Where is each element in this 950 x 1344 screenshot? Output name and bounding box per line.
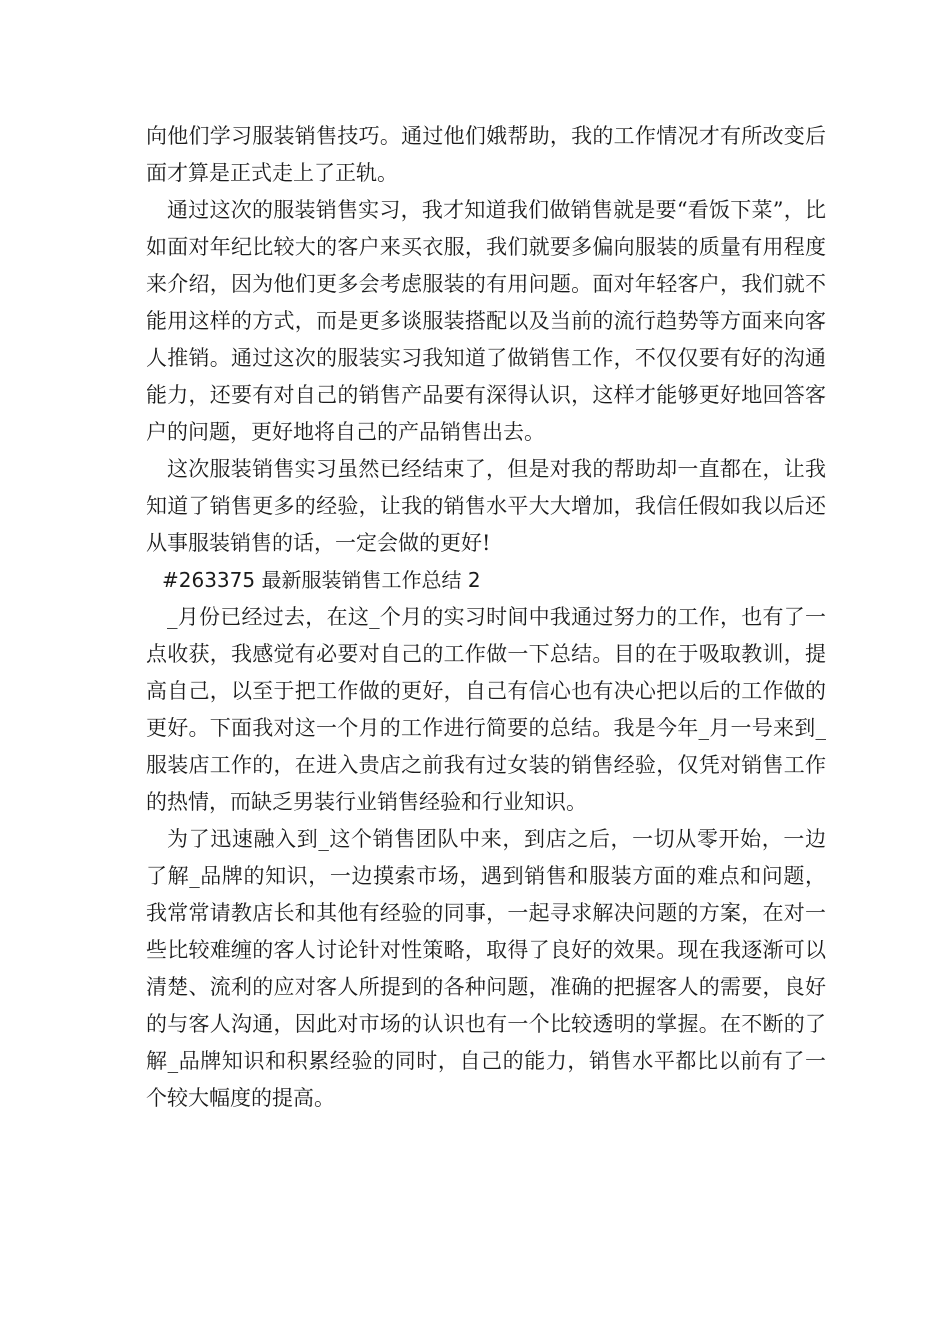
paragraph-3: 这次服装销售实习虽然已经结束了，但是对我的帮助却一直都在，让我知道了销售更多的经验，让我的销售水平大大增加，我信任假如我以后还从事服装销售的话，一定会做的更好! bbox=[146, 457, 826, 555]
paragraph-5: 为了迅速融入到_这个销售团队中来，到店之后，一切从零开始，一边了解_品牌的知识，一边摸索市场，遇到销售和服装方面的难点和问题，我常常请教店长和其他有经验的同事，一起寻求解决问题的方案，在对一些比较难缠的客人讨论针对性策略，取得了良好的效果。现在我逐渐可以清楚、流利的应对客人所提到的各种问题，准确的把握客人的需要，良好的与客人沟通，因此对市场的认识也有一个比较透明的掌握。在不断的了解_品牌知识和积累经验的同时，自己的能力，销售水平都比以前有了一个较大幅度的提高。 bbox=[146, 827, 826, 1110]
document-body bbox=[146, 118, 826, 1117]
paragraph-2: 通过这次的服装销售实习，我才知道我们做销售就是要“看饭下菜”，比如面对年纪比较大的客户来买衣服，我们就要多偏向服装的质量有用程度来介绍，因为他们更多会考虑服装的有用问题。面对年轻客户，我们就不能用这样的方式，而是更多谈服装搭配以及当前的流行趋势等方面来向客人推销。通过这次的服装实习我知道了做销售工作，不仅仅要有好的沟通能力，还要有对自己的销售产品要有深得认识，这样才能够更好地回答客户的问题，更好地将自己的产品销售出去。 bbox=[146, 198, 826, 444]
paragraph-4: _月份已经过去，在这_个月的实习时间中我通过努力的工作，也有了一点收获，我感觉有必要对自己的工作做一下总结。目的在于吸取教训，提高自己，以至于把工作做的更好，自己有信心也有决心把以后的工作做的更好。下面我对这一个月的工作进行简要的总结。我是今年_月一号来到_服装店工作的，在进入贵店之前我有过女装的销售经验，仅凭对销售工作的热情，而缺乏男装行业销售经验和行业知识。 bbox=[146, 605, 826, 814]
section-heading: #263375 最新服装销售工作总结 2 bbox=[162, 568, 481, 592]
paragraph-1: 向他们学习服装销售技巧。通过他们娥帮助，我的工作情况才有所改变后面才算是正式走上了正轨。 bbox=[146, 124, 826, 185]
